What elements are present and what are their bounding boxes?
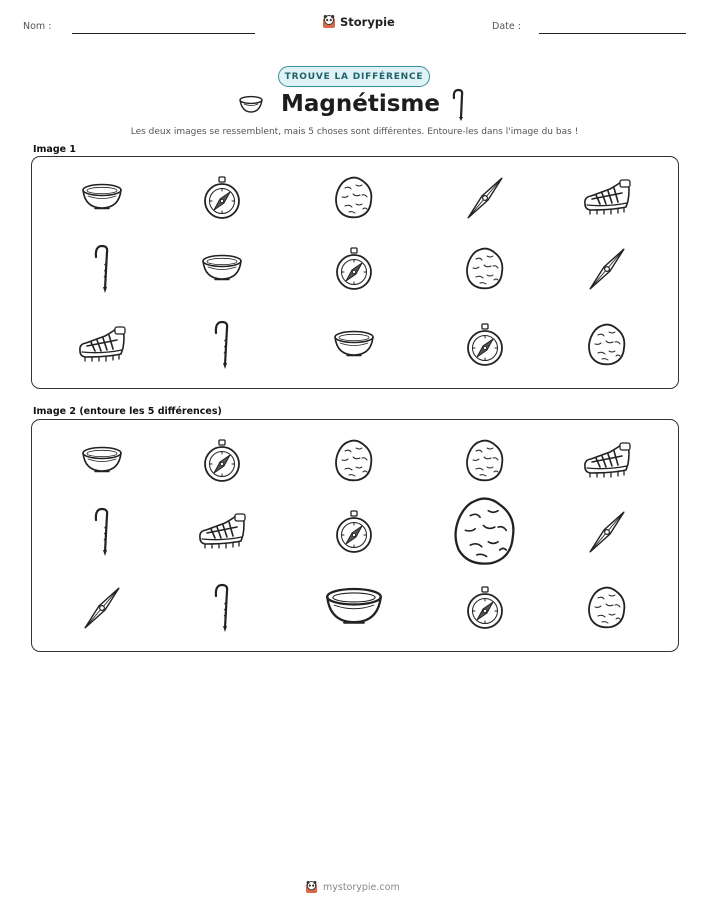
brand bbox=[322, 14, 395, 29]
date-label: Date : bbox=[492, 21, 521, 32]
bowl-icon[interactable] bbox=[80, 445, 124, 481]
shoe-icon bbox=[582, 179, 632, 221]
shoe-icon[interactable] bbox=[197, 513, 247, 555]
hook-icon bbox=[449, 88, 467, 122]
rock-icon[interactable] bbox=[587, 586, 627, 634]
panda-logo-icon bbox=[305, 880, 318, 894]
compass-icon[interactable] bbox=[464, 586, 506, 634]
image2-label: Image 2 (entoure les 5 différences) bbox=[33, 406, 222, 417]
compass-icon bbox=[464, 323, 506, 371]
needle-icon bbox=[586, 246, 628, 296]
name-label: Nom : bbox=[23, 21, 52, 32]
activity-badge: TROUVE LA DIFFÉRENCE bbox=[278, 66, 430, 87]
bowl-icon bbox=[332, 329, 376, 365]
bowl-icon bbox=[80, 182, 124, 218]
hook-icon[interactable] bbox=[212, 582, 232, 638]
needle-icon[interactable] bbox=[586, 509, 628, 559]
bowl-icon bbox=[200, 253, 244, 289]
image1-label: Image 1 bbox=[33, 144, 77, 155]
instructions: Les deux images se ressemblent, mais 5 choses sont différentes. Entoure-les dans l'image du bas ! bbox=[130, 127, 579, 137]
compass-icon bbox=[333, 247, 375, 295]
needle-icon bbox=[464, 175, 506, 225]
bowl-icon bbox=[238, 95, 264, 115]
image2-panel[interactable] bbox=[31, 419, 679, 652]
compass-icon[interactable] bbox=[201, 439, 243, 487]
hook-icon[interactable] bbox=[92, 506, 112, 562]
hook-icon bbox=[212, 319, 232, 375]
compass-icon bbox=[201, 176, 243, 224]
rock-icon bbox=[587, 323, 627, 371]
needle-icon[interactable] bbox=[81, 585, 123, 635]
compass-icon[interactable] bbox=[333, 510, 375, 558]
hook-icon bbox=[92, 243, 112, 299]
rock-icon bbox=[334, 176, 374, 224]
rock-large-icon[interactable] bbox=[451, 496, 519, 572]
footer bbox=[305, 880, 400, 894]
rock-icon[interactable] bbox=[334, 439, 374, 487]
shoe-icon[interactable] bbox=[582, 442, 632, 484]
footer-url: mystorypie.com bbox=[323, 881, 400, 893]
page-title: Magnétisme bbox=[281, 91, 440, 117]
image1-panel bbox=[31, 156, 679, 389]
shoe-icon bbox=[77, 326, 127, 368]
date-line[interactable] bbox=[539, 33, 686, 34]
name-line[interactable] bbox=[72, 33, 255, 34]
rock-icon bbox=[465, 247, 505, 295]
rock-icon[interactable] bbox=[465, 439, 505, 487]
bowl-large-icon[interactable] bbox=[323, 585, 385, 635]
panda-logo-icon bbox=[322, 14, 336, 29]
brand-name: Storypie bbox=[340, 14, 395, 29]
